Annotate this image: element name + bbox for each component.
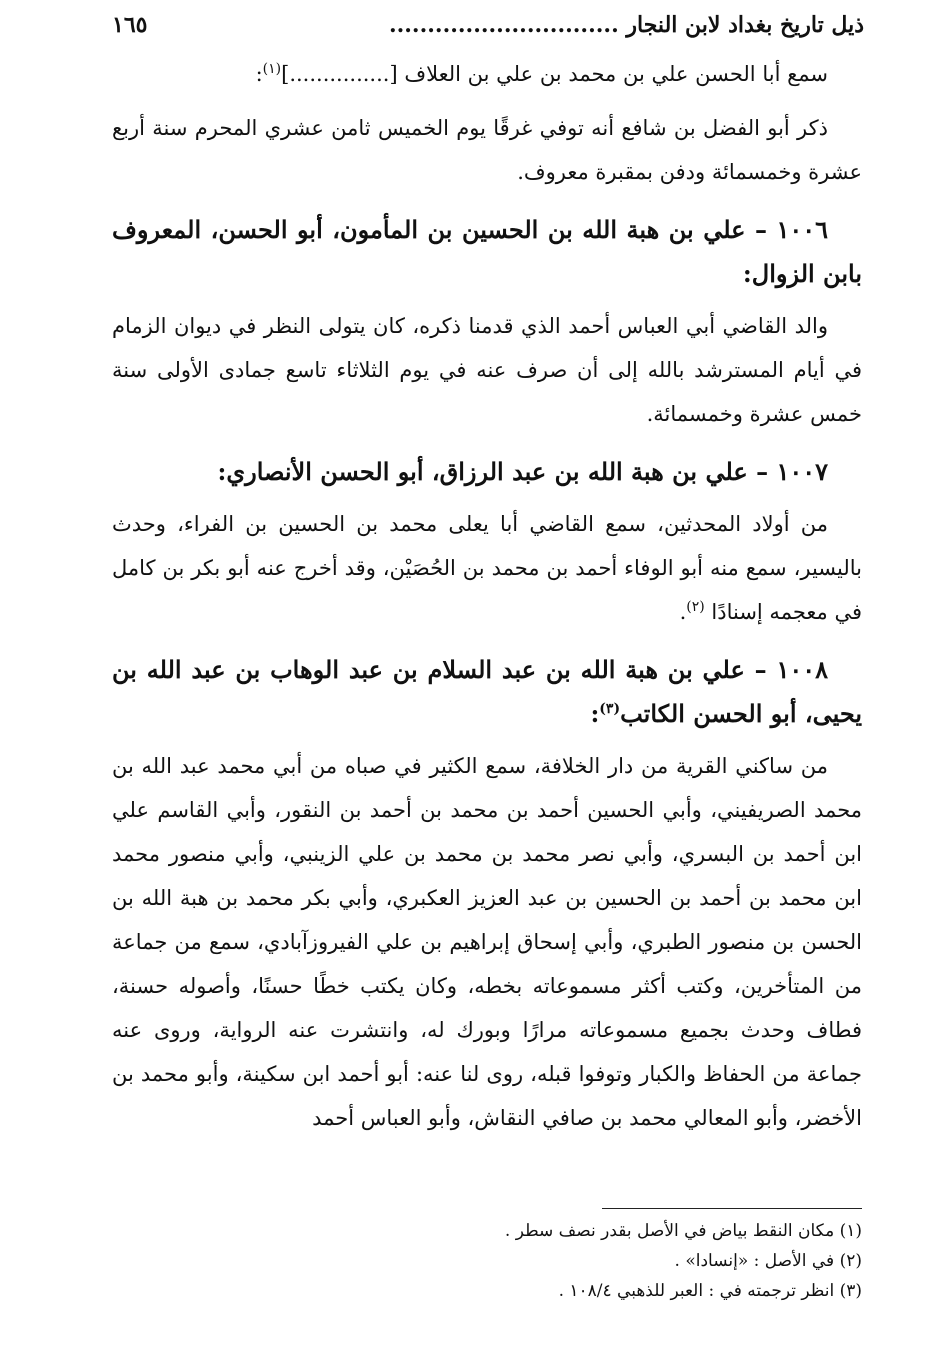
continued-line — [112, 52, 862, 96]
line-text: سمع أبا الحسن علي بن محمد بن علي بن العلاف [...............] — [281, 62, 828, 86]
page-number: ١٦٥ — [112, 12, 148, 38]
book-title: ذيل تاريخ بغداد لابن النجار — [626, 12, 864, 38]
footnote-ref-3: (٣) — [599, 701, 621, 717]
footnote-separator — [602, 1208, 862, 1209]
running-header — [112, 12, 864, 38]
footnote-2: (٢) في الأصل : «إنسادا» . — [674, 1251, 862, 1271]
entry-1008-text: من ساكني القرية من دار الخلافة، سمع الكثير في صباه من أبي محمد عبد الله بن محمد الصريفيني، وأبي الحسين أحمد بن محمد بن أحمد بن النقور، وأبي القاسم علي ابن أحمد بن البسري، وأبي نصر محمد بن محمد بن علي الزينبي، وأبي منصور محمد ابن محمد بن أحمد بن الحسين بن عبد العزيز العكبري، وأبي بكر محمد بن هبة الله بن الحسن بن منصور الطبري، وأبي إسحاق إبراهيم بن علي الفيروزآبادي، سمع من جماعة من المتأخرين، وكتب أكثر مسموعاته بخطه، وكان يكتب خطًا حسنًا، وأصوله حسنة، فطاف وحدث بجميع مسموعاته مرارًا وبورك له، وانتشرت عنه الرواية، وروى عنه جماعة من الحفاظ والكبار وتوفوا قبله، روى لنا عنه: أبو أحمد ابن سكينة، وأبو محمد بن الأخضر، وأبو المعالي محمد بن صافي النقاش، وأبو العباس أحمد — [112, 754, 862, 1130]
paragraph-death-note: ذكر أبو الفضل بن شافع أنه توفي غرقًا يوم الخميس ثامن عشري المحرم سنة أربع عشرة وخمسمائة ودفن بمقبرة معروف. — [112, 116, 862, 184]
entry-1007-heading: ١٠٠٧ – علي بن هبة الله بن عبد الرزاق، أبو الحسن الأنصاري: — [217, 457, 828, 486]
entry-1008-title: ١٠٠٨ – علي بن هبة الله بن عبد السلام بن عبد الوهاب بن عبد الله بن يحيى، أبو الحسن الكاتب — [112, 655, 862, 728]
entry-1006-heading: ١٠٠٦ – علي بن هبة الله بن الحسين بن المأمون، أبو الحسن، المعروف بابن الزوال: — [112, 215, 862, 288]
entry-1008-heading — [112, 648, 862, 736]
entry-1006-text: والد القاضي أبي العباس أحمد الذي قدمنا ذكره، كان يتولى النظر في ديوان الزمام في أيام المسترشد بالله إلى أن صرف عنه في يوم الثلاثاء تاسع جمادى الأولى سنة خمس عشرة وخمسمائة. — [112, 314, 862, 426]
footnote-3: (٣) انظر ترجمته في : العبر للذهبي ١٠٨/٤ . — [558, 1281, 862, 1301]
page-body — [112, 52, 862, 1140]
entry-1007-body: من أولاد المحدثين، سمع القاضي أبا يعلى محمد بن الحسين بن الفراء، وحدث باليسير، سمع منه أبو الوفاء أحمد بن محمد بن الحُصَيْن، وقد أخرج عنه أبو بكر بن كامل في معجمه إسنادًا — [112, 512, 862, 624]
footnote-1: (١) مكان النقط بياض في الأصل بقدر نصف سطر . — [504, 1221, 862, 1241]
entry-1007-text — [112, 502, 862, 634]
footnote-ref-2: (٢) — [686, 599, 705, 615]
entry-1007-end: . — [679, 600, 687, 624]
entry-1008-title-end: : — [590, 699, 600, 728]
footnote-ref-1: (١) — [262, 61, 282, 77]
footnotes — [112, 1216, 862, 1306]
header-dots: .............................. — [388, 12, 619, 38]
header-title — [389, 12, 864, 38]
line-end: : — [255, 62, 263, 86]
